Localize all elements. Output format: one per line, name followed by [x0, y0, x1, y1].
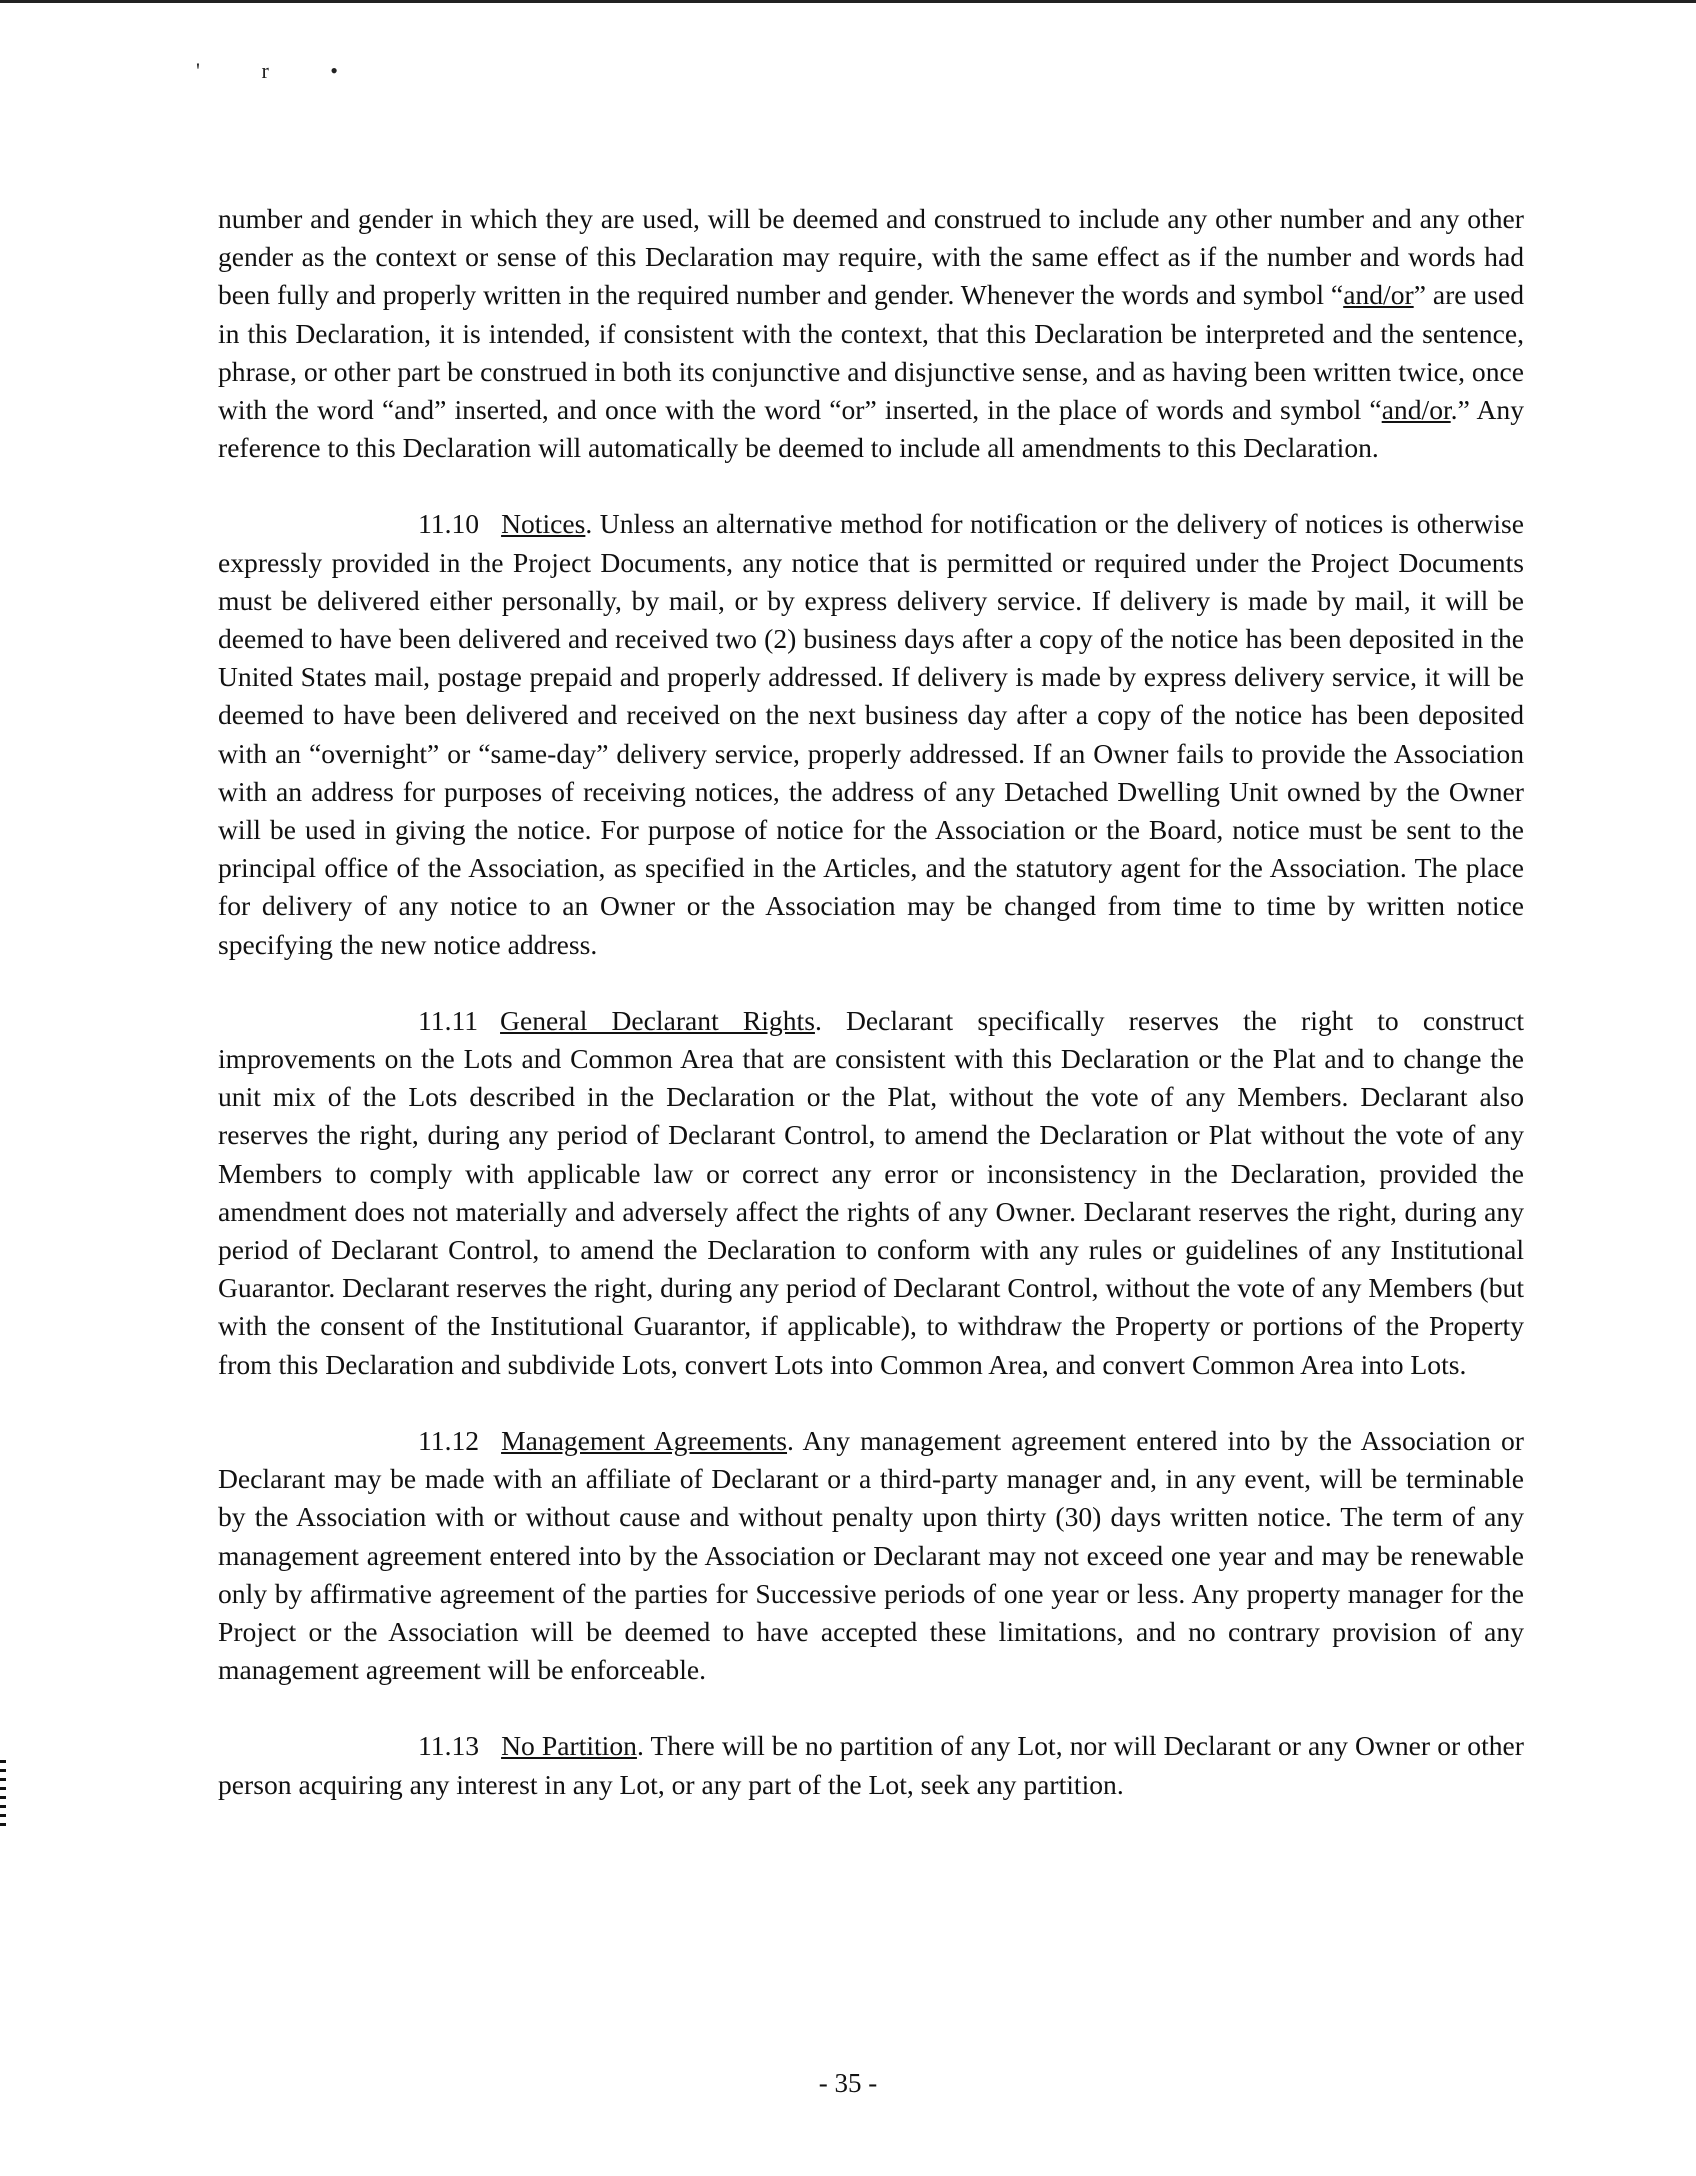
- section-number: 11.10: [418, 508, 480, 540]
- scan-marks: ' r •: [196, 58, 366, 83]
- and-or-term: and/or: [1343, 279, 1414, 311]
- section-number: 11.13: [418, 1730, 480, 1762]
- left-edge-scan-marks: [0, 1760, 8, 1880]
- section-title: Management Agreements: [501, 1424, 788, 1456]
- document-body: [218, 200, 1524, 1804]
- section-11-11-general-declarant-rights: [218, 1002, 1524, 1384]
- section-body: . Any management agreement entered into by the Association or Declarant may be made with an affiliate of Declarant or a third-party manager and, in any event, will be terminable by the Association with or without cause and without penalty upon thirty (30) days written notice. The term of any management agreement entered into by the Association or Declarant may not exceed one year and may be renewable only by affirmative agreement of the parties for Successive periods of one year or less. Any property manager for the Project or the Association will be deemed to have accepted these limitations, and no contrary provision of any management agreement will be enforceable.: [218, 1424, 1524, 1686]
- section-11-13-no-partition: [218, 1727, 1524, 1803]
- section-number: 11.11: [418, 1004, 479, 1036]
- section-number: 11.12: [418, 1424, 480, 1456]
- section-body: . Unless an alternative method for notification or the delivery of notices is otherwise expressly provided in the Project Documents, any notice that is permitted or required under the Project Documents must be delivered either personally, by mail, or by express delivery service. If delivery is made by mail, it will be deemed to have been delivered and received two (2) business days after a copy of the notice has been deposited in the United States mail, postage prepaid and properly addressed. If delivery is made by express delivery service, it will be deemed to have been delivered and received on the next business day after a copy of the notice has been deposited with an “overnight” or “same-day” delivery service, properly addressed. If an Owner fails to provide the Association with an address for purposes of receiving notices, the address of any Detached Dwelling Unit owned by the Owner will be used in giving the notice. For purpose of notice for the Association or the Board, notice must be sent to the principal office of the Association, as specified in the Articles, and the statutory agent for the Association. The place for delivery of any notice to an Owner or the Association may be changed from time to time by written notice specifying the new notice address.: [218, 508, 1524, 960]
- section-body: . Declarant specifically reserves the right to construct improvements on the Lots and Common Area that are consistent with this Declaration or the Plat and to change the unit mix of the Lots described in the Declaration or the Plat, without the vote of any Members. Declarant also reserves the right, during any period of Declarant Control, to amend the Declaration or Plat without the vote of any Members to comply with applicable law or correct any error or inconsistency in the Declaration, provided the amendment does not materially and adversely affect the rights of any Owner. Declarant reserves the right, during any period of Declarant Control, to amend the Declaration to conform with any rules or guidelines of any Institutional Guarantor. Declarant reserves the right, during any period of Declarant Control, without the vote of any Members (but with the consent of the Institutional Guarantor, if applicable), to withdraw the Property or portions of the Property from this Declaration and subdivide Lots, convert Lots into Common Area, and convert Common Area into Lots.: [218, 1004, 1524, 1380]
- section-body: . There will be no partition of any Lot, nor will Declarant or any Owner or other person acquiring any interest in any Lot, or any part of the Lot, seek any partition.: [218, 1730, 1524, 1800]
- page-number: - 35 -: [818, 2068, 878, 2098]
- section-title: Notices: [501, 508, 586, 540]
- and-or-term: and/or: [1381, 394, 1451, 426]
- section-title: No Partition: [501, 1730, 637, 1762]
- section-11-12-management-agreements: [218, 1422, 1524, 1689]
- section-title: General Declarant Rights: [500, 1004, 815, 1036]
- section-11-10-notices: [218, 505, 1524, 963]
- top-scan-border: [0, 0, 1696, 3]
- intro-paragraph: number and gender in which they are used, will be deemed and construed to include any other number and any other gender as the context or sense of this Declaration may require, with the same effect as if the number and words had been fully and properly written in the required number and gender. Whenever the words and symbol “and/or” are used in this Declaration, it is intended, if consistent with the context, that this Declaration be interpreted and the sentence, phrase, or other part be construed in both its conjunctive and disjunctive sense, and as having been written twice, once with the word “and” inserted, and once with the word “or” inserted, in the place of words and symbol “and/or.” Any reference to this Declaration will automatically be deemed to include all amendments to this Declaration.: [218, 203, 1525, 464]
